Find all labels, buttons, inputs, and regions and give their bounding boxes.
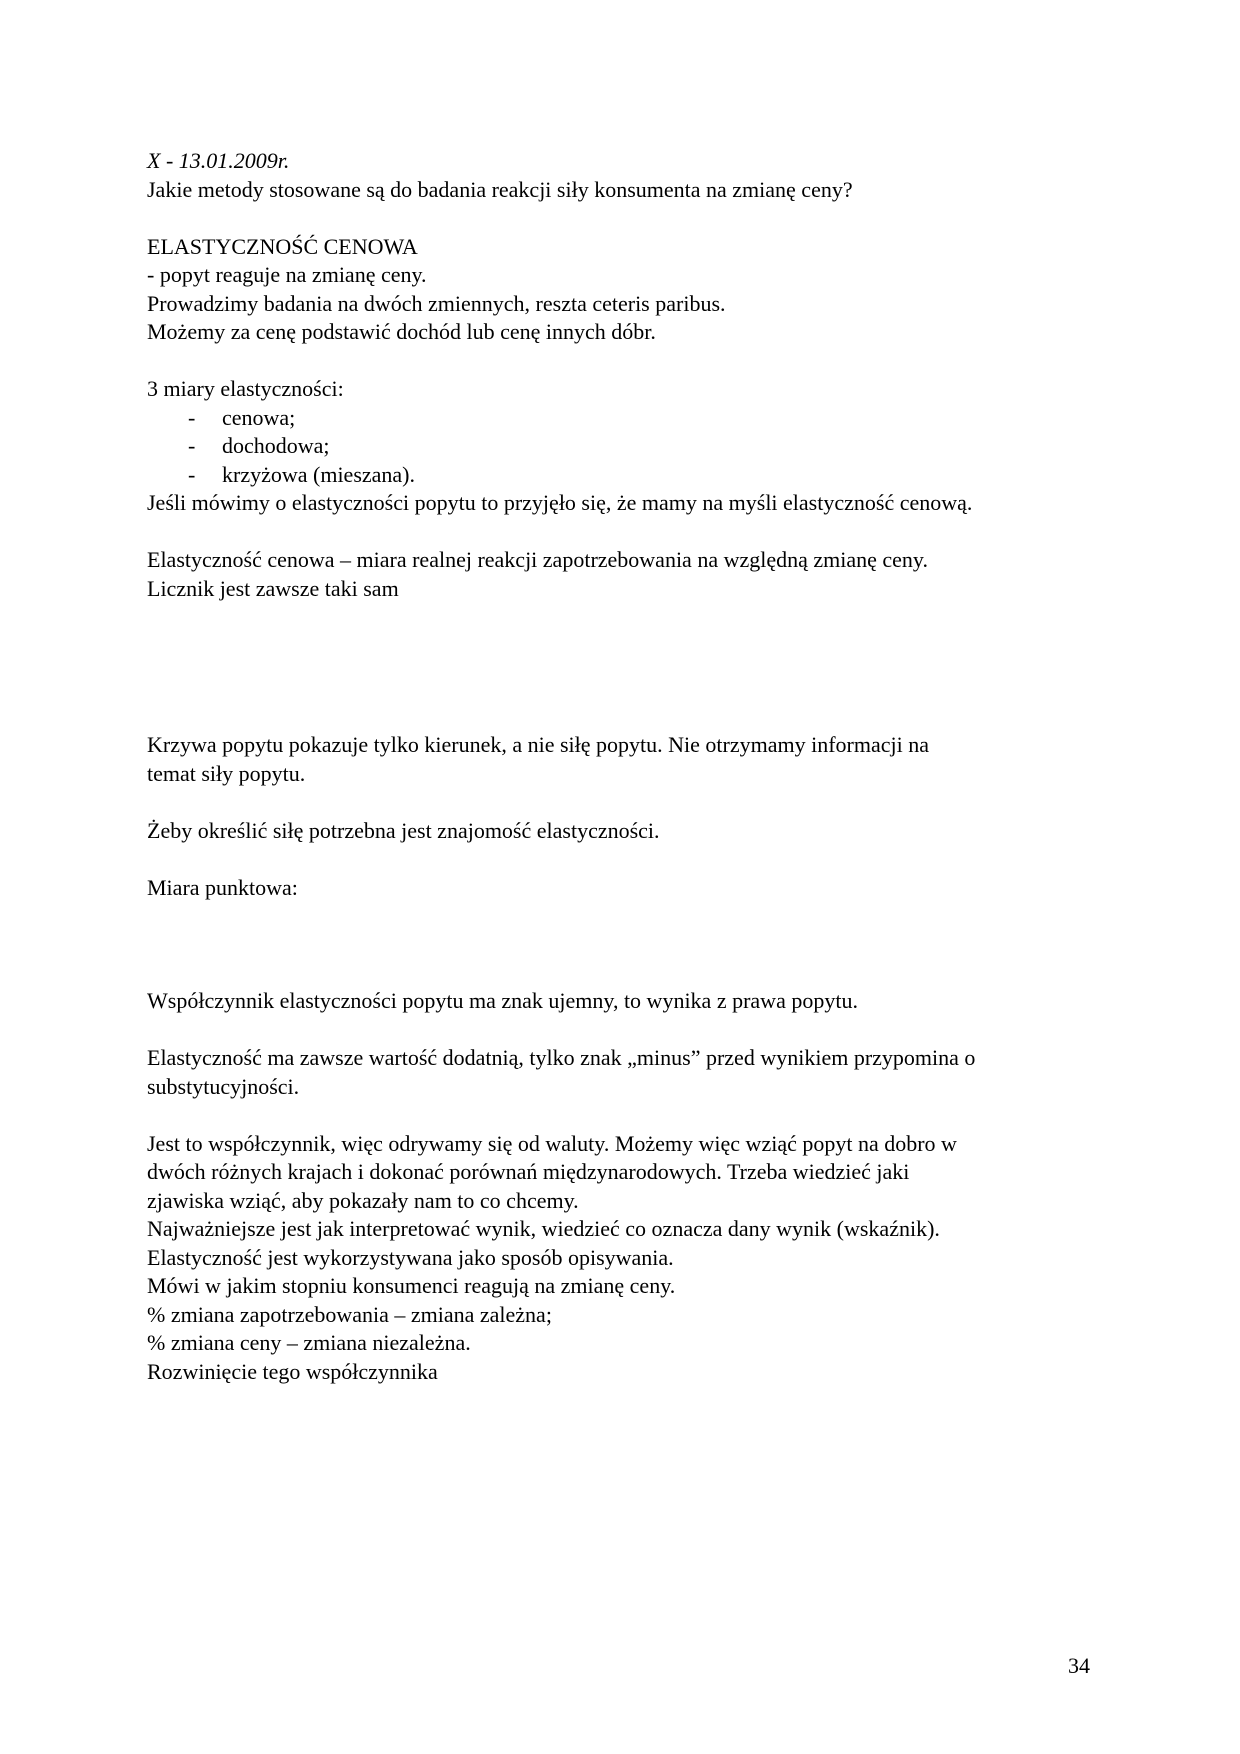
text-line: Mówi w jakim stopniu konsumenci reagują na zmianę ceny. bbox=[147, 1273, 676, 1298]
text-line: Prowadzimy badania na dwóch zmiennych, reszta ceteris paribus. bbox=[147, 290, 726, 316]
section-heading: ELASTYCZNOŚĆ CENOWA bbox=[147, 233, 418, 259]
text-line: % zmiana zapotrzebowania – zmiana zależna; bbox=[147, 1301, 552, 1327]
text-line: Licznik jest zawsze taki sam bbox=[147, 575, 399, 601]
text-line: Elastyczność ma zawsze wartość dodatnią, tylko znak „minus” przed wynikiem przypomina o bbox=[147, 1045, 976, 1070]
text-line: - popyt reaguje na zmianę ceny. bbox=[147, 262, 427, 287]
page-number: 34 bbox=[1068, 1653, 1090, 1678]
text-line: Miara punktowa: bbox=[147, 874, 298, 900]
lecture-question: Jakie metody stosowane są do badania reakcji siły konsumenta na zmianę ceny? bbox=[147, 176, 853, 202]
text-line: Elastyczność cenowa – miara realnej reakcji zapotrzebowania na względną zmianę ceny. bbox=[147, 547, 928, 572]
text-line: % zmiana ceny – zmiana niezależna. bbox=[147, 1330, 471, 1355]
text-line: Jeśli mówimy o elastyczności popytu to przyjęło się, że mamy na myśli elastyczność cenową. bbox=[147, 490, 973, 515]
text-line: substytucyjności. bbox=[147, 1073, 300, 1099]
list-item-text: cenowa; bbox=[222, 404, 296, 430]
measures-list bbox=[147, 404, 1097, 490]
text-line: Rozwinięcie tego współczynnika bbox=[147, 1358, 438, 1384]
text-line: dwóch różnych krajach i dokonać porównań międzynarodowych. Trzeba wiedzieć jaki bbox=[147, 1159, 910, 1184]
text-line: Elastyczność jest wykorzystywana jako sposób opisywania. bbox=[147, 1244, 674, 1270]
text-line: Możemy za cenę podstawić dochód lub cenę innych dóbr. bbox=[147, 319, 656, 344]
list-item bbox=[147, 461, 1097, 490]
text-line: Współczynnik elastyczności popytu ma znak ujemny, to wynika z prawa popytu. bbox=[147, 988, 858, 1013]
list-item bbox=[147, 432, 1097, 461]
dash-bullet: - bbox=[188, 404, 196, 430]
text-line: zjawiska wziąć, aby pokazały nam to co chcemy. bbox=[147, 1187, 579, 1213]
dash-bullet: - bbox=[188, 461, 196, 487]
text-line: Krzywa popytu pokazuje tylko kierunek, a nie siłę popytu. Nie otrzymamy informacji na bbox=[147, 732, 929, 757]
text-line: Jest to współczynnik, więc odrywamy się od waluty. Możemy więc wziąć popyt na dobro w bbox=[147, 1130, 957, 1156]
measures-intro: 3 miary elastyczności: bbox=[147, 376, 344, 401]
text-line: temat siły popytu. bbox=[147, 760, 306, 786]
dash-bullet: - bbox=[188, 433, 196, 458]
text-line: Najważniejsze jest jak interpretować wynik, wiedzieć co oznacza dany wynik (wskaźnik). bbox=[147, 1216, 940, 1241]
list-item-text: dochodowa; bbox=[222, 433, 330, 458]
page-content bbox=[147, 147, 1097, 1386]
text-line: Żeby określić siłę potrzebna jest znajomość elastyczności. bbox=[147, 817, 660, 843]
list-item bbox=[147, 404, 1097, 433]
lecture-date: X - 13.01.2009r. bbox=[147, 148, 290, 173]
list-item-text: krzyżowa (mieszana). bbox=[222, 461, 416, 487]
